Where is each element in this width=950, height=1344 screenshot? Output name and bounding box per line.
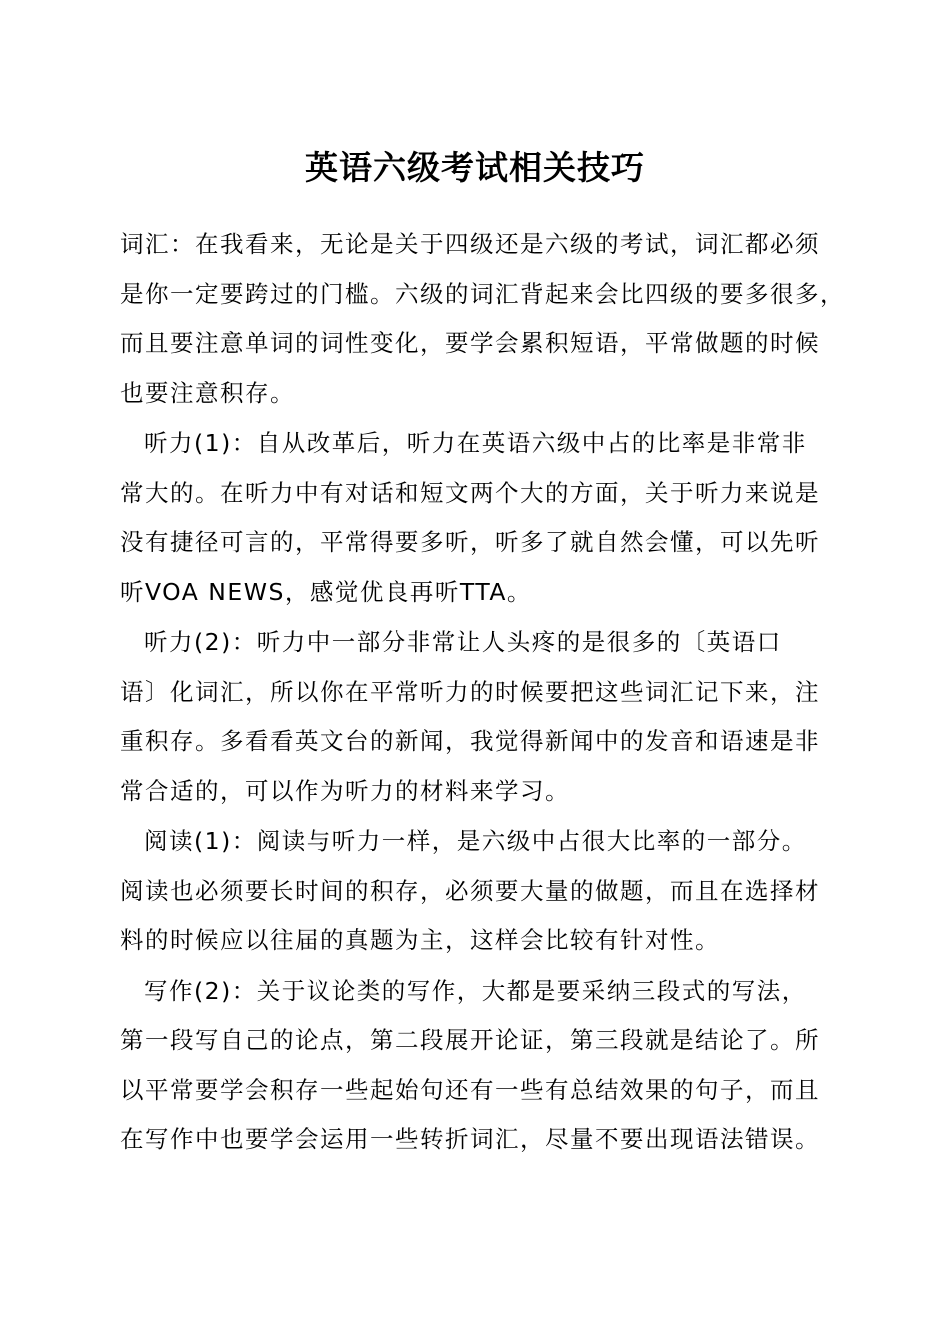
text-line: 在写作中也要学会运用一些转折词汇，尽量不要出现语法错误。: [120, 1125, 820, 1153]
text-line: 词汇：在我看来，无论是关于四级还是六级的考试，词汇都必须: [120, 230, 820, 258]
text-line: 也要注意积存。: [120, 378, 295, 407]
text-line: 第一段写自己的论点，第二段展开论证，第三段就是结论了。所: [120, 1026, 820, 1054]
text-line: 阅读(1)：阅读与听力一样，是六级中占很大比率的一部分。: [144, 827, 807, 855]
document-title: 英语六级考试相关技巧: [305, 148, 645, 187]
text-line: 听力(1)：自从改革后，听力在英语六级中占的比率是非常非: [144, 429, 807, 457]
text-line: 听力(2)：听力中一部分非常让人头疼的是很多的〔英语口: [144, 628, 782, 656]
document-body: [120, 220, 845, 1166]
text-line: 常合适的，可以作为听力的材料来学习。: [120, 776, 570, 805]
paragraph-listening-1: [120, 419, 840, 618]
text-line: 以平常要学会积存一些起始句还有一些有总结效果的句子，而且: [120, 1075, 820, 1104]
text-line: 听VOA NEWS，感觉优良再听TTA。: [120, 577, 532, 606]
paragraph-listening-2: [120, 618, 840, 817]
text-line: 没有捷径可言的，平常得要多听，听多了就自然会懂，可以先听: [120, 528, 820, 556]
text-line: 料的时候应以往届的真题为主，这样会比较有针对性。: [120, 926, 720, 954]
text-line: 阅读也必须要长时间的积存，必须要大量的做题，而且在选择材: [120, 876, 820, 905]
text-line: 重积存。多看看英文台的新闻，我觉得新闻中的发音和语速是非: [120, 727, 820, 755]
text-line: 常大的。在听力中有对话和短文两个大的方面，关于听力来说是: [120, 478, 820, 507]
paragraph-vocabulary: [120, 220, 845, 419]
paragraph-writing-2: [120, 967, 840, 1166]
text-line: 语〕化词汇，所以你在平常听力的时候要把这些词汇记下来，注: [120, 677, 820, 706]
text-line: 是你一定要跨过的门槛。六级的词汇背起来会比四级的要多很多，: [120, 279, 845, 308]
text-line: 写作(2)：关于议论类的写作，大都是要采纳三段式的写法，: [144, 976, 807, 1005]
paragraph-reading-1: [120, 817, 840, 967]
text-line: 而且要注意单词的词性变化，要学会累积短语，平常做题的时候: [120, 329, 820, 357]
